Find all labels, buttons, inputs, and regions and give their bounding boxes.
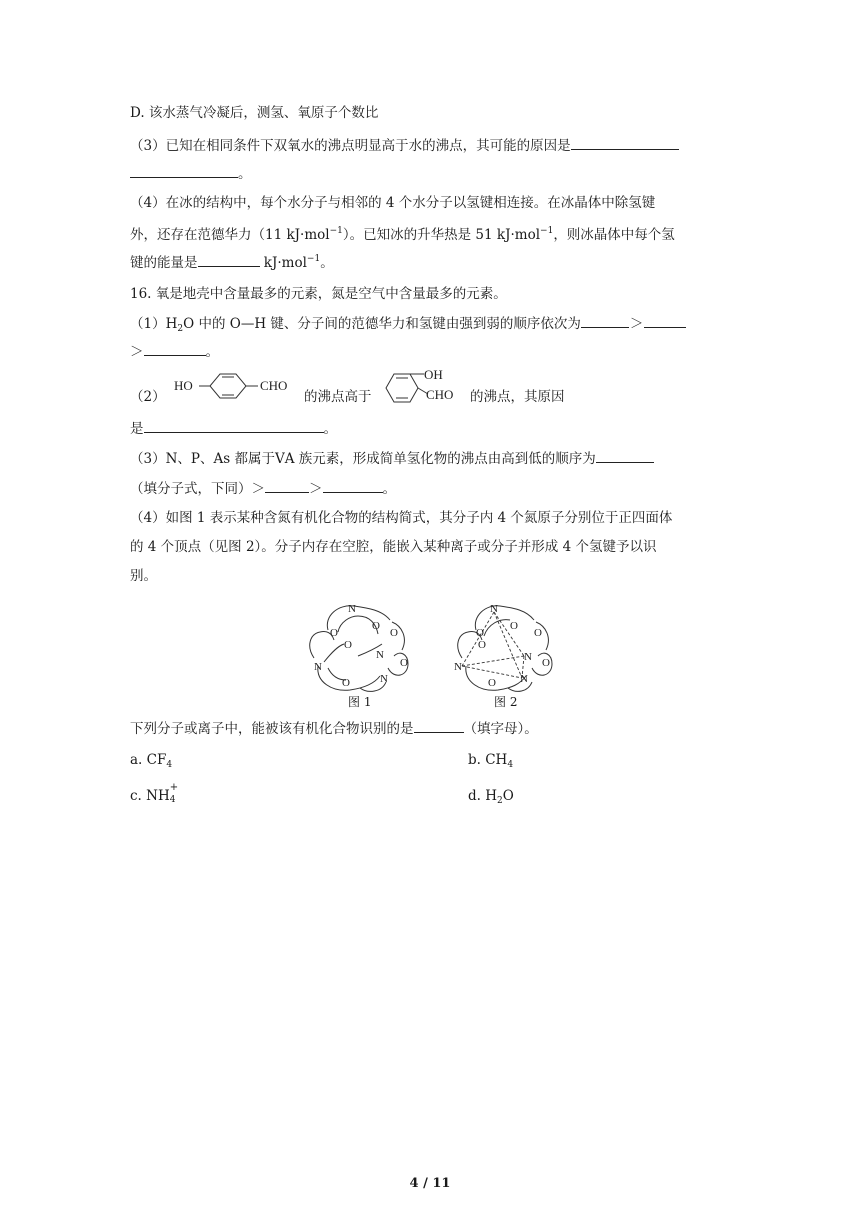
svg-text:N: N [524,651,532,663]
page-number: 4 / 11 [409,1176,451,1191]
answer-blank[interactable] [198,252,260,267]
svg-text:O: O [342,677,350,689]
q16-2-label: （2） [130,389,166,405]
svg-text:O: O [542,657,550,669]
svg-text:O: O [488,677,496,689]
svg-text:N: N [376,649,384,661]
q4-line-1: （4）在冰的结构中，每个水分子与相邻的 4 个水分子以氢键相连接。在冰晶体中除氢键 [130,195,656,211]
svg-text:N: N [520,673,528,685]
q3-line-2: 。 [130,163,252,184]
answer-blank[interactable] [581,313,629,328]
option-d[interactable]: d. $H_2O$ [468,788,514,806]
q16-1-line-1: $(1)H_2O$ 中的 O—H 键、分子间的范德华力和氢键由强到弱的顺序依次为 ＞ [130,313,686,339]
ortho-hydroxybenzaldehyde-structure [380,366,466,412]
answer-blank[interactable] [144,341,206,356]
option-c[interactable]: c. NH + 4 [130,782,179,805]
oh-label: OH [424,367,443,382]
svg-text:N: N [454,661,462,673]
q4-line-2: 外，还存在范德华力（11 kJ·mol$^{-1}$）。已知冰的升华热是 51 kJ·mol$^{-1}$，则冰晶体中每个氢 [130,226,675,243]
q16-2-line-2: 是 。 [130,418,337,439]
answer-blank[interactable] [130,163,238,178]
cho-label: CHO [260,378,288,393]
q16-3-line-2: （填分子式，下同）＞ ＞ 。 [130,478,396,499]
svg-text:O: O [478,639,486,651]
q4-line-3: 键的能量是 kJ·mol$^{-1}$。 [130,254,334,271]
q16-4-line-2: 的 4 个顶点（见图 2）。分子内存在空腔，能嵌入某种离子或分子并形成 4 个氢键予以识 [130,539,657,555]
option-d-line: D. 该水蒸气冷凝后，测氢、氧原子个数比 [130,105,379,121]
figure-2-tetrahedron-structure [448,596,558,704]
q16-2-tail: 的沸点，其原因 [470,389,565,405]
q16-4-question: 下列分子或离子中，能被该有机化合物识别的是 （填字母）。 [130,718,538,739]
svg-text:O: O [476,627,484,639]
svg-text:N: N [348,603,356,615]
answer-blank[interactable] [571,135,679,150]
answer-blank[interactable] [596,448,654,463]
svg-text:O: O [390,627,398,639]
q16-3-line-1: （3）N、P、As 都属于ⅤA 族元素，形成简单氢化物的沸点由高到低的顺序为 [130,448,654,469]
q16-1-line-2: ＞ 。 [130,341,219,362]
svg-text:O: O [372,620,380,632]
svg-text:N: N [314,661,322,673]
figure-1-caption: 图 1 [348,695,372,709]
option-a[interactable]: a. $CF_4$ [130,752,173,770]
q16-4-line-1: （4）如图 1 表示某种含氮有机化合物的结构简式，其分子内 4 个氮原子分别位于正四面体 [130,510,673,526]
answer-blank[interactable] [323,478,383,493]
svg-text:O: O [330,627,338,639]
svg-text:N: N [380,673,388,685]
ho-label: HO [174,378,193,393]
figure-1-cryptand-structure [298,596,420,704]
svg-text:O: O [510,620,518,632]
answer-blank[interactable] [265,478,309,493]
svg-text:O: O [534,627,542,639]
answer-blank[interactable] [414,718,464,733]
q16-2-mid: 的沸点高于 [304,389,372,405]
svg-text:O: O [400,657,408,669]
cho-label: CHO [426,387,454,402]
answer-blank[interactable] [144,418,324,433]
q3-line: （3）已知在相同条件下双氧水的沸点明显高于水的沸点，其可能的原因是 [130,135,679,156]
answer-blank[interactable] [644,313,686,328]
q16-4-line-3: 别。 [130,568,157,584]
svg-text:N: N [490,603,498,615]
figure-2-caption: 图 2 [494,695,518,709]
option-b[interactable]: b. $CH_4$ [468,752,514,770]
q16-title: 16. 氧是地壳中含量最多的元素，氮是空气中含量最多的元素。 [130,286,507,302]
para-hydroxybenzaldehyde-structure [172,368,300,412]
svg-text:O: O [344,639,352,651]
